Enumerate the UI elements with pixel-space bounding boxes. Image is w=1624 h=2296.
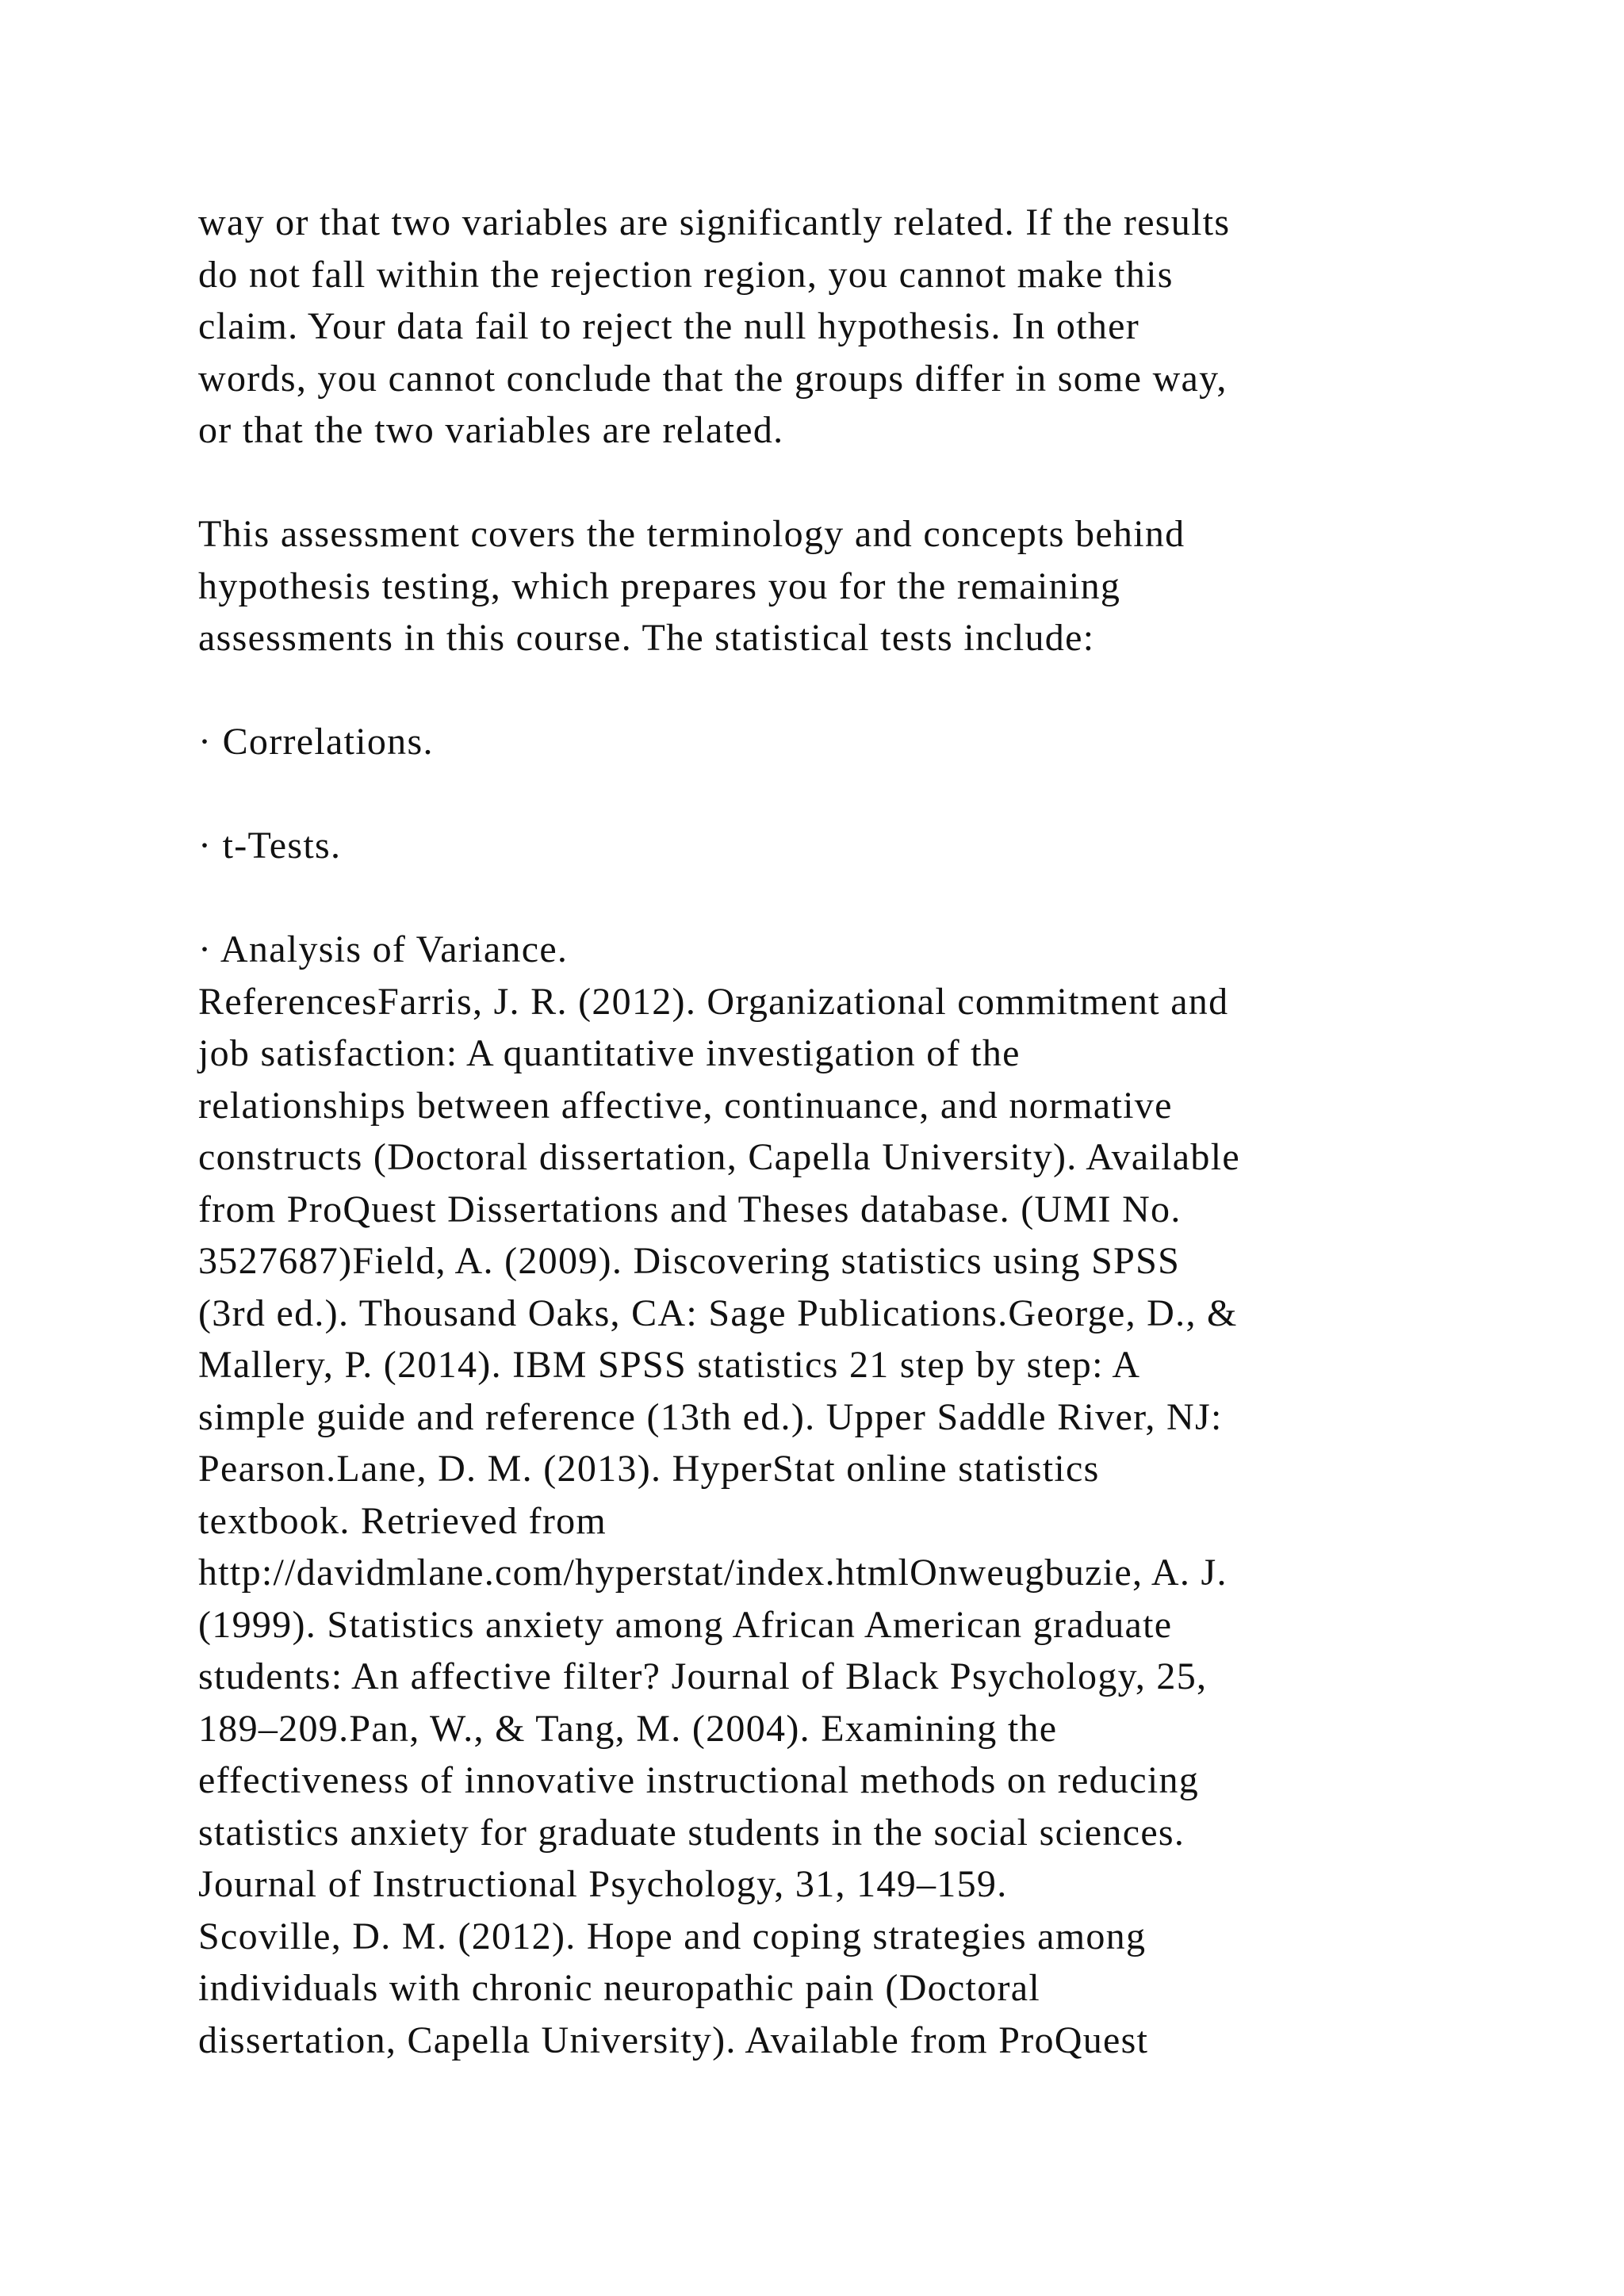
- document-text: [198, 197, 1467, 2066]
- text-line: way or that two variables are significantly related. If the results: [198, 201, 1231, 243]
- reference-line: job satisfaction: A quantitative investigation of the: [198, 1032, 1021, 1074]
- reference-url-line: http://davidmlane.com/hyperstat/index.htmlOnweugbuzie, A. J.: [198, 1552, 1228, 1594]
- bullet-spacer: [198, 768, 1467, 821]
- reference-line: (3rd ed.). Thousand Oaks, CA: Sage Publications.George, D., &: [198, 1292, 1238, 1334]
- reference-line: Pearson.Lane, D. M. (2013). HyperStat online statistics: [198, 1448, 1100, 1490]
- reference-line: relationships between affective, continuance, and normative: [198, 1084, 1173, 1127]
- reference-line: dissertation, Capella University). Available from ProQuest: [198, 2019, 1149, 2061]
- references-section: [198, 976, 1467, 2067]
- reference-line: from ProQuest Dissertations and Theses database. (UMI No.: [198, 1188, 1182, 1230]
- paragraph-spacer: [198, 457, 1467, 509]
- text-line: This assessment covers the terminology and concepts behind: [198, 513, 1185, 555]
- bullet-item-correlations: · Correlations.: [198, 721, 434, 763]
- paragraph-hypothesis-result: [198, 197, 1467, 457]
- text-line: do not fall within the rejection region, you cannot make this: [198, 253, 1174, 296]
- text-line: words, you cannot conclude that the groups differ in some way,: [198, 357, 1228, 400]
- reference-line: students: An affective filter? Journal of Black Psychology, 25,: [198, 1655, 1208, 1697]
- reference-line: (1999). Statistics anxiety among African American graduate: [198, 1603, 1173, 1646]
- reference-line: Journal of Instructional Psychology, 31, 149–159.: [198, 1863, 1008, 1905]
- reference-line: simple guide and reference (13th ed.). Upper Saddle River, NJ:: [198, 1395, 1223, 1438]
- reference-line: 189–209.Pan, W., & Tang, M. (2004). Examining the: [198, 1707, 1058, 1750]
- reference-line: constructs (Doctoral dissertation, Capella University). Available: [198, 1136, 1240, 1178]
- reference-line: Scoville, D. M. (2012). Hope and coping strategies among: [198, 1915, 1147, 1957]
- paragraph-spacer: [198, 664, 1467, 717]
- bullet-item-t-tests: · t-Tests.: [198, 825, 342, 867]
- reference-line: statistics anxiety for graduate students in the social sciences.: [198, 1811, 1185, 1854]
- text-line: hypothesis testing, which prepares you for the remaining: [198, 564, 1121, 607]
- reference-line: 3527687)Field, A. (2009). Discovering statistics using SPSS: [198, 1240, 1181, 1282]
- bullet-list: [198, 716, 1467, 976]
- reference-line: effectiveness of innovative instructional methods on reducing: [198, 1759, 1200, 1801]
- bullet-spacer: [198, 872, 1467, 924]
- reference-line: textbook. Retrieved from: [198, 1499, 607, 1542]
- reference-line: Mallery, P. (2014). IBM SPSS statistics 21 step by step: A: [198, 1344, 1141, 1386]
- reference-line: ReferencesFarris, J. R. (2012). Organizational commitment and: [198, 980, 1229, 1023]
- bullet-item-analysis-of-variance: · Analysis of Variance.: [198, 928, 569, 970]
- text-line: or that the two variables are related.: [198, 409, 784, 451]
- paragraph-assessment-intro: [198, 508, 1467, 664]
- text-line: claim. Your data fail to reject the null hypothesis. In other: [198, 305, 1140, 347]
- reference-line: individuals with chronic neuropathic pain (Doctoral: [198, 1967, 1041, 2009]
- text-line: assessments in this course. The statistical tests include:: [198, 617, 1095, 659]
